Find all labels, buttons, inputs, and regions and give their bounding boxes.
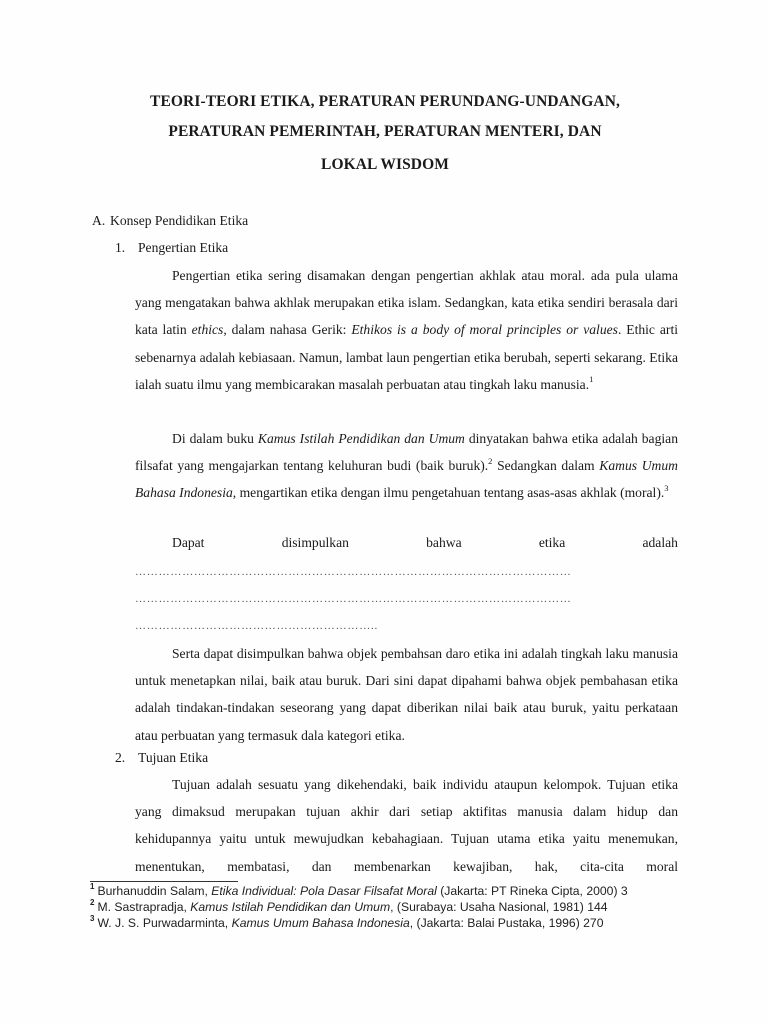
word: Dapat — [172, 535, 205, 550]
footnotes — [90, 883, 628, 931]
paragraph-text: Di dalam buku — [172, 431, 258, 446]
footnote-title: Kamus Umum Bahasa Indonesia — [231, 916, 410, 930]
word: etika — [538, 535, 566, 550]
footnote-title: Etika Individual: Pola Dasar Filsafat Moral — [211, 884, 437, 898]
paragraph-text: Pengertian etika sering disamakan dengan pengertian akhlak atau moral. ada pula ulama yang mengatakan bahwa akhlak merupakan etika islam. Sedangkan, kata etika sendiri berasala dari kata latin — [135, 268, 678, 338]
paragraph-text: . Ethic arti sebenarnya adalah kebiasaan. Namun, lambat laun pengertian etika berubah, seperti sekarang. Etika ialah suatu ilmu yang membicarakan masalah perbuatan atau tingkah laku manusia. — [135, 322, 678, 392]
paragraph-objek-pembahasan — [135, 640, 678, 749]
section-label: Konsep Pendidikan Etika — [110, 213, 249, 228]
document-title-line-2: PERATURAN PEMERINTAH, PERATURAN MENTERI, DAN — [168, 123, 602, 140]
footnote-ref-1[interactable]: 1 — [589, 374, 594, 385]
subsection-label: Pengertian Etika — [138, 240, 229, 255]
subsection-heading-2 — [115, 750, 208, 766]
italic-book-title: Kamus Istilah Pendidikan dan Umum — [257, 431, 465, 446]
footnote-author: W. J. S. Purwadarminta, — [97, 916, 232, 930]
paragraph-text: Sedangkan dalam — [492, 458, 600, 474]
paragraph-conclusion-prompt — [172, 535, 678, 551]
paragraph-text: , mengartikan etika dengan ilmu pengetahuan tentang asas-asas akhlak (moral). — [232, 485, 665, 501]
paragraph-text: Serta dapat disimpulkan bahwa objek pembahsan daro etika ini adalah tingkah laku manusia untuk menetapkan nilai, baik atau buruk. Dari sini dapat dipahami bahwa objek pembahasan etika adalah tindakan-tindakan seseorang yang dapat diberikan nilai baik atau buruk, yaitu perkataan atau perbuatan yang termasuk dala kategori etika. — [135, 646, 678, 743]
footnote-publication: , (Surabaya: Usaha Nasional, 1981) 144 — [390, 900, 608, 914]
footnote-ref-3[interactable]: 3 — [664, 482, 669, 493]
word: adalah — [642, 535, 678, 550]
subsection-heading-1 — [115, 240, 228, 256]
footnote-publication: (Jakarta: PT Rineka Cipta, 2000) 3 — [436, 884, 628, 898]
subsection-label: Tujuan Etika — [138, 750, 209, 765]
footnote-2 — [90, 899, 628, 915]
footnote-publication: , (Jakarta: Balai Pustaka, 1996) 270 — [409, 916, 604, 930]
paragraph-text: , dalam nahasa Gerik: — [223, 322, 352, 338]
footnote-number: 3 — [90, 913, 95, 923]
footnote-ref-2[interactable]: 2 — [488, 455, 493, 466]
word: disimpulkan — [281, 535, 349, 550]
paragraph-text: Tujuan adalah sesuatu yang dikehendaki, baik individu ataupun kelompok. Tujuan etika yang dimaksud merupakan tujuan akhir dari setiap aktifitas manusia dalam hidup dan kehidupannya yaitu untuk mewujudkan kebahagiaan. Tujuan utama etika yaitu menemukan, menentukan, membatasi, dan membenarkan kewajiban, hak, cita-cita moral — [135, 777, 678, 874]
footnote-title: Kamus Istilah Pendidikan dan Umum — [190, 900, 391, 914]
section-heading-a — [92, 213, 248, 229]
paragraph-pengertian-etika — [135, 262, 678, 398]
word: bahwa — [426, 535, 462, 550]
italic-term: ethics — [191, 322, 224, 338]
italic-quote: Ethikos is a body of moral principles or values — [351, 322, 618, 338]
fill-in-dotted-line-3: …………………………………………………….. — [135, 620, 379, 632]
paragraph-text: dinyatakan bahwa etika adalah bagian filsafat yang mengajarkan tentang keluhuran budi (baik buruk). — [135, 431, 678, 474]
subsection-marker: 2. — [115, 750, 126, 765]
footnote-1 — [90, 883, 628, 899]
fill-in-dotted-line-1: ………………………………………………………………………………………………… — [135, 566, 572, 578]
subsection-marker: 1. — [115, 240, 126, 255]
footnote-author: M. Sastrapradja, — [97, 900, 191, 914]
footnote-author: Burhanuddin Salam, — [97, 884, 212, 898]
footnote-number: 2 — [90, 897, 95, 907]
document-title-line-3: LOKAL WISDOM — [321, 156, 449, 173]
footnote-number: 1 — [90, 881, 95, 891]
paragraph-tujuan-etika — [135, 771, 678, 880]
paragraph-kamus-definitions — [135, 425, 678, 507]
footnote-3 — [90, 915, 628, 931]
fill-in-dotted-line-2: ………………………………………………………………………………………………… — [135, 593, 572, 605]
italic-book-title: Kamus Umum Bahasa Indonesia — [135, 458, 678, 501]
section-marker: A. — [92, 213, 106, 228]
document-title-line-1: TEORI-TEORI ETIKA, PERATURAN PERUNDANG-UNDANGAN, — [150, 93, 620, 110]
footnote-separator — [90, 881, 238, 882]
